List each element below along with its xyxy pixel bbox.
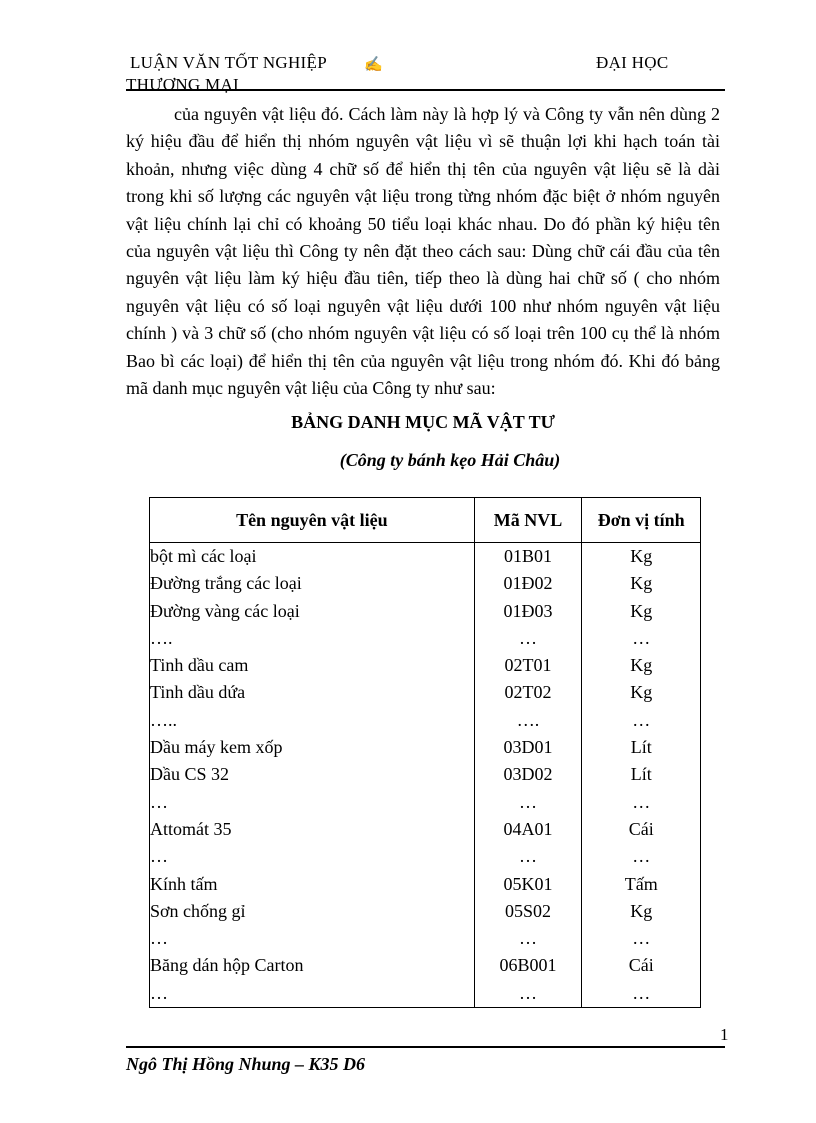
table-row [150,707,701,734]
table-subtitle: (Công ty bánh kẹo Hải Châu) [339,450,561,470]
material-unit: Lít [582,734,701,761]
table-row [150,980,701,1008]
material-code: … [474,925,582,952]
material-code: … [474,843,582,870]
material-code: 04A01 [474,816,582,843]
body-paragraph: của nguyên vật liệu đó. Cách làm này là hợp lý và Công ty vẫn nên dùng 2 ký hiệu đầu để hiển thị nhóm nguyên vật liệu vì sẽ thuận lợi khi hạch toán tài khoản, nhưng việc dùng 4 chữ số để hiển thị tên của nguyên vật liệu sẽ là dài trong khi số lượng các nguyên vật liệu trong từng nhóm đặc biệt ở nhóm nguyên vật liệu chính lại chỉ có khoảng 50 tiểu loại khác nhau. Do đó phần ký hiệu tên của nguyên vật liệu thì Công ty nên đặt theo cách sau: Dùng chữ cái đầu của tên nguyên vật liệu làm ký hiệu đầu tiên, tiếp theo là dùng hai chữ số ( cho nhóm nguyên vật liệu có số loại nguyên vật liệu dưới 100 như nhóm nguyên vật liệu chính ) và 3 chữ số (cho nhóm nguyên vật liệu có số loại trên 100 cụ thể là nhóm Bao bì các loại) để hiển thị tên của nguyên vật liệu trong nhóm đó. Khi đó bảng mã danh mục nguyên vật liệu của Công ty như sau: [126,104,720,399]
material-name: … [150,925,475,952]
material-code-table [149,497,701,1008]
table-row [150,679,701,706]
material-name: ….. [150,707,475,734]
material-code: 01B01 [474,543,582,571]
material-name: Tinh dầu cam [150,652,475,679]
table-title: BẢNG DANH MỤC MÃ VẬT TƯ [291,412,555,432]
material-name: Sơn chống gỉ [150,898,475,925]
material-name: Attomát 35 [150,816,475,843]
table-row [150,625,701,652]
column-header-unit: Đơn vị tính [582,498,701,543]
material-code: … [474,789,582,816]
material-code: 05K01 [474,871,582,898]
header-rule [126,89,725,91]
material-unit: Cái [582,816,701,843]
table-row [150,570,701,597]
material-code: …. [474,707,582,734]
table-header-row [150,498,701,543]
page-header [126,53,726,93]
material-unit: Lít [582,761,701,788]
material-name: …. [150,625,475,652]
column-header-code: Mã NVL [474,498,582,543]
pen-writing-icon: ✍ [364,57,383,73]
material-name: … [150,980,475,1008]
table-row [150,843,701,870]
table-row [150,898,701,925]
material-name: Đường trắng các loại [150,570,475,597]
material-unit: Kg [582,652,701,679]
material-code: 02T01 [474,652,582,679]
table-row [150,734,701,761]
material-name: Đường vàng các loại [150,598,475,625]
table-row [150,761,701,788]
material-unit: … [582,980,701,1008]
table-row [150,871,701,898]
material-code: 03D01 [474,734,582,761]
material-code: 03D02 [474,761,582,788]
table-row [150,652,701,679]
material-name: Kính tấm [150,871,475,898]
material-unit: … [582,625,701,652]
material-unit: … [582,789,701,816]
header-title-right: ĐẠI HỌC [596,53,669,72]
material-unit: Kg [582,898,701,925]
table-row [150,816,701,843]
header-title-left: LUẬN VĂN TỐT NGHIỆP [130,53,327,72]
material-name: Dầu CS 32 [150,761,475,788]
material-code: 01Đ02 [474,570,582,597]
footer-author: Ngô Thị Hồng Nhung – K35 D6 [126,1054,366,1074]
material-unit: Kg [582,543,701,571]
material-code: 06B001 [474,952,582,979]
material-unit: Tấm [582,871,701,898]
material-code: … [474,980,582,1008]
material-name: … [150,789,475,816]
material-unit: Cái [582,952,701,979]
material-code: 01Đ03 [474,598,582,625]
material-code: 02T02 [474,679,582,706]
material-name: Tinh dầu dứa [150,679,475,706]
table-row [150,925,701,952]
material-unit: Kg [582,598,701,625]
material-name: … [150,843,475,870]
material-unit: … [582,707,701,734]
material-code: 05S02 [474,898,582,925]
material-name: Băng dán hộp Carton [150,952,475,979]
footer-rule [126,1046,725,1048]
table-row [150,598,701,625]
material-name: bột mì các loại [150,543,475,571]
material-unit: … [582,925,701,952]
material-unit: Kg [582,570,701,597]
column-header-name: Tên nguyên vật liệu [150,498,475,543]
table-row [150,789,701,816]
material-unit: … [582,843,701,870]
material-code: … [474,625,582,652]
table-row [150,952,701,979]
material-unit: Kg [582,679,701,706]
page-number: 1 [720,1025,729,1044]
header-title-left-line2: THƯƠNG MẠI [126,75,239,94]
table-row [150,543,701,571]
material-name: Dầu máy kem xốp [150,734,475,761]
